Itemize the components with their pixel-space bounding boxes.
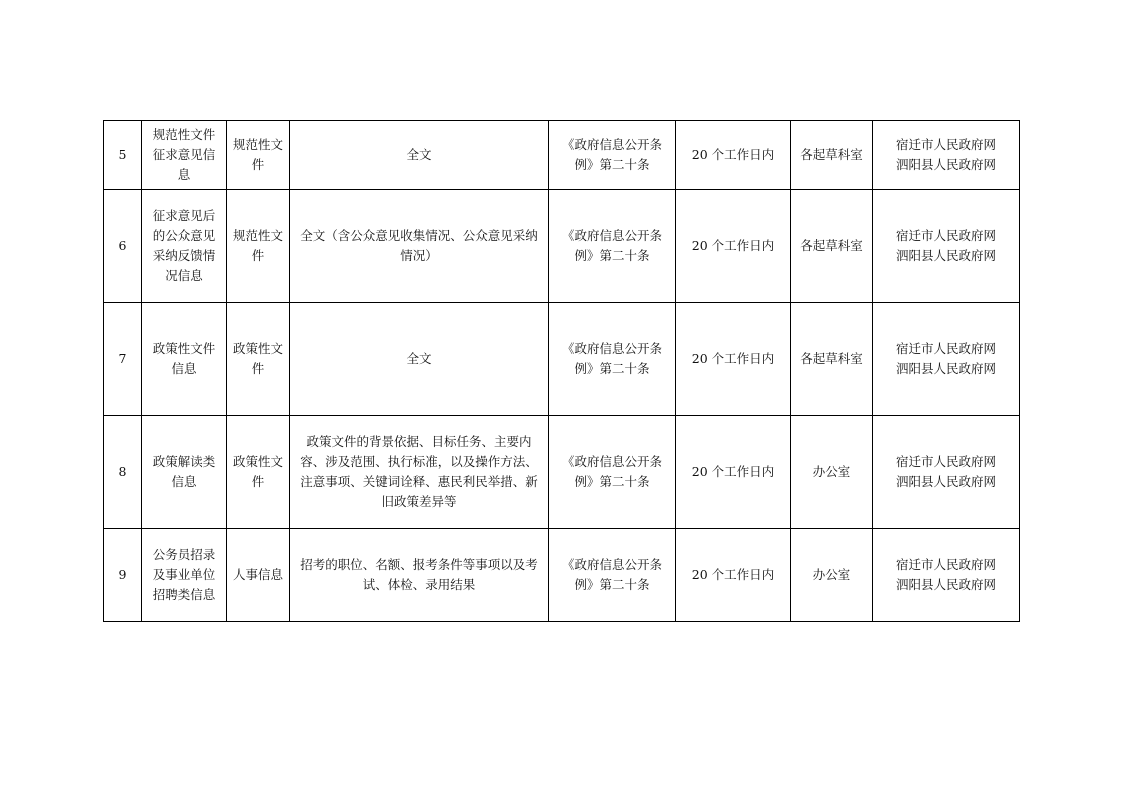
- info-item: 政策性文件信息: [142, 303, 227, 416]
- legal-basis: 《政府信息公开条例》第二十条: [549, 121, 676, 190]
- table-row: [104, 303, 1020, 416]
- table-row: [104, 416, 1020, 529]
- row-index: 9: [104, 529, 142, 622]
- info-content: 招考的职位、名额、报考条件等事项以及考试、体检、录用结果: [290, 529, 549, 622]
- disclosure-channel: 宿迁市人民政府网 泗阳县人民政府网: [873, 529, 1020, 622]
- row-index: 6: [104, 190, 142, 303]
- info-category: 人事信息: [227, 529, 290, 622]
- legal-basis: 《政府信息公开条例》第二十条: [549, 303, 676, 416]
- disclosure-deadline: 20 个工作日内: [676, 529, 791, 622]
- legal-basis: 《政府信息公开条例》第二十条: [549, 416, 676, 529]
- table-row: [104, 190, 1020, 303]
- responsible-department: 各起草科室: [791, 121, 873, 190]
- info-category: 政策性文件: [227, 416, 290, 529]
- legal-basis: 《政府信息公开条例》第二十条: [549, 529, 676, 622]
- responsible-department: 办公室: [791, 416, 873, 529]
- info-item: 征求意见后的公众意见采纳反馈情况信息: [142, 190, 227, 303]
- disclosure-channel: 宿迁市人民政府网 泗阳县人民政府网: [873, 121, 1020, 190]
- row-index: 8: [104, 416, 142, 529]
- table-row: [104, 529, 1020, 622]
- row-index: 5: [104, 121, 142, 190]
- info-item: 公务员招录及事业单位招聘类信息: [142, 529, 227, 622]
- info-content: 全文（含公众意见收集情况、公众意见采纳情况）: [290, 190, 549, 303]
- legal-basis: 《政府信息公开条例》第二十条: [549, 190, 676, 303]
- row-index: 7: [104, 303, 142, 416]
- disclosure-deadline: 20 个工作日内: [676, 121, 791, 190]
- info-category: 规范性文件: [227, 121, 290, 190]
- table-row: [104, 121, 1020, 190]
- info-content: 全文: [290, 303, 549, 416]
- info-category: 规范性文件: [227, 190, 290, 303]
- responsible-department: 办公室: [791, 529, 873, 622]
- responsible-department: 各起草科室: [791, 190, 873, 303]
- disclosure-deadline: 20 个工作日内: [676, 416, 791, 529]
- info-content: 政策文件的背景依据、目标任务、主要内容、涉及范围、执行标准，以及操作方法、注意事项、关键词诠释、惠民利民举措、新旧政策差异等: [290, 416, 549, 529]
- disclosure-channel: 宿迁市人民政府网 泗阳县人民政府网: [873, 303, 1020, 416]
- info-item: 政策解读类信息: [142, 416, 227, 529]
- disclosure-channel: 宿迁市人民政府网 泗阳县人民政府网: [873, 416, 1020, 529]
- info-item: 规范性文件征求意见信息: [142, 121, 227, 190]
- info-category: 政策性文件: [227, 303, 290, 416]
- info-content: 全文: [290, 121, 549, 190]
- disclosure-deadline: 20 个工作日内: [676, 303, 791, 416]
- disclosure-table: [103, 120, 1020, 622]
- disclosure-channel: 宿迁市人民政府网 泗阳县人民政府网: [873, 190, 1020, 303]
- disclosure-deadline: 20 个工作日内: [676, 190, 791, 303]
- responsible-department: 各起草科室: [791, 303, 873, 416]
